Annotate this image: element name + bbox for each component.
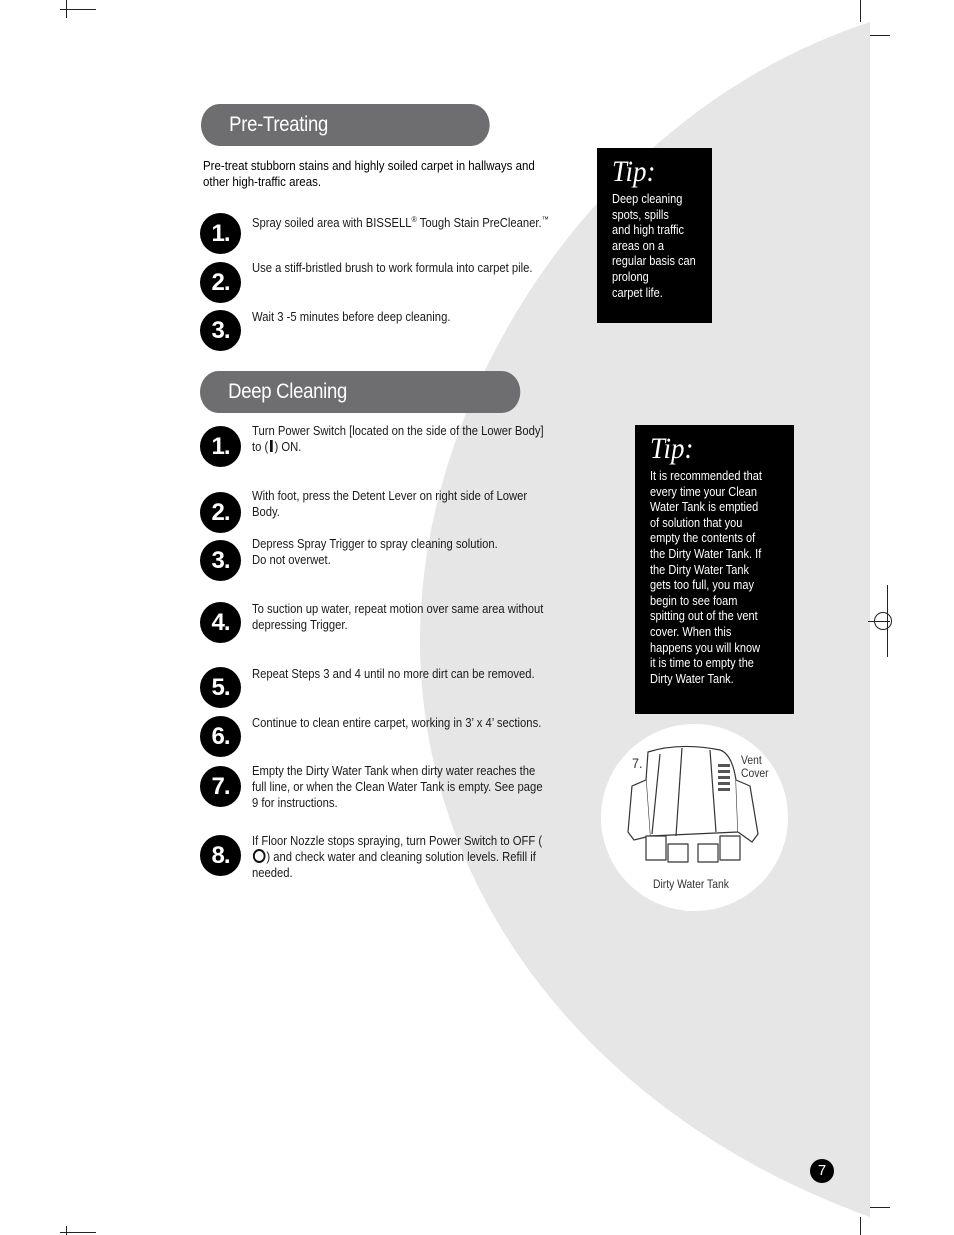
deep-step-text: Empty the Dirty Water Tank when dirty water reaches the full line, or when the Clean Water Tank is empty. See page 9 for instructions. — [252, 764, 543, 810]
power-on-symbol-icon — [270, 440, 273, 452]
pretreat-step-number: 3. — [200, 310, 241, 351]
crop-mark — [870, 35, 890, 36]
crop-mark — [66, 1226, 67, 1235]
crop-mark — [870, 1207, 890, 1208]
deep-step-text: To suction up water, repeat motion over same area without depressing Trigger. — [252, 602, 544, 632]
deep-step-number: 2. — [200, 492, 241, 533]
deep-step-number: 6. — [200, 716, 241, 757]
crop-mark — [860, 0, 861, 22]
deep-step-text: With foot, press the Detent Lever on right side of Lower Body. — [252, 489, 528, 519]
crop-mark — [860, 1217, 861, 1235]
deep-step-number: 5. — [200, 667, 241, 708]
pretreat-step-text: Use a stiff-bristled brush to work formula into carpet pile. — [252, 261, 533, 275]
figure-caption: Dirty Water Tank — [653, 879, 729, 891]
deep-step-number: 4. — [200, 602, 241, 643]
section-heading-deep-cleaning: Deep Cleaning — [200, 371, 520, 413]
tip-title: Tip: — [650, 432, 694, 465]
section-heading-pretreating: Pre-Treating — [201, 104, 490, 146]
pretreat-step-number: 1. — [200, 213, 241, 254]
deep-step-text: Repeat Steps 3 and 4 until no more dirt can be removed. — [252, 667, 535, 681]
tip-title: Tip: — [612, 155, 656, 188]
figure-number: 7. — [632, 755, 643, 771]
deep-step-number: 8. — [200, 835, 241, 876]
tip-body: Deep cleaning spots, spills and high traffic areas on a regular basis can prolong carpet life. — [612, 192, 696, 300]
tip-box-dirty-water-tank — [635, 425, 794, 714]
deep-step-number: 7. — [200, 766, 241, 807]
power-off-symbol-icon — [253, 849, 266, 863]
deep-step-text: If Floor Nozzle stops spraying, turn Power Switch to OFF () and check water and cleaning solution levels. Refill if needed. — [252, 834, 543, 880]
deep-step-text: Turn Power Switch [located on the side of the Lower Body] to ( ) ON. — [252, 424, 544, 454]
pretreat-step-text: Wait 3 -5 minutes before deep cleaning. — [252, 310, 451, 324]
deep-step-number: 3. — [200, 540, 241, 581]
pretreat-intro: Pre-treat stubborn stains and highly soiled carpet in hallways and other high-traffic areas. — [203, 159, 535, 189]
vent-cover-label: Vent Cover — [741, 755, 769, 780]
tip-body: It is recommended that every time your Clean Water Tank is emptied of solution that you empty the contents of the Dirty Water Tank. If the Dirty Water Tank gets too full, you may begin to see foam spitting out of the vent cover. When this happens you will know it is time to empty the Dirty Water Tank. — [650, 469, 762, 686]
deep-step-text: Continue to clean entire carpet, working in 3’ x 4’ sections. — [252, 716, 542, 730]
pretreat-step-text: Spray soiled area with BISSELL® Tough Stain PreCleaner.™ — [252, 215, 549, 231]
registration-mark — [874, 612, 892, 630]
crop-mark — [66, 0, 67, 18]
tip-box-carpet-life — [597, 148, 712, 323]
deep-step-number: 1. — [200, 426, 241, 467]
pretreat-step-number: 2. — [200, 262, 241, 303]
deep-step-text: Depress Spray Trigger to spray cleaning solution. Do not overwet. — [252, 537, 498, 567]
page-number: 7 — [810, 1159, 834, 1183]
